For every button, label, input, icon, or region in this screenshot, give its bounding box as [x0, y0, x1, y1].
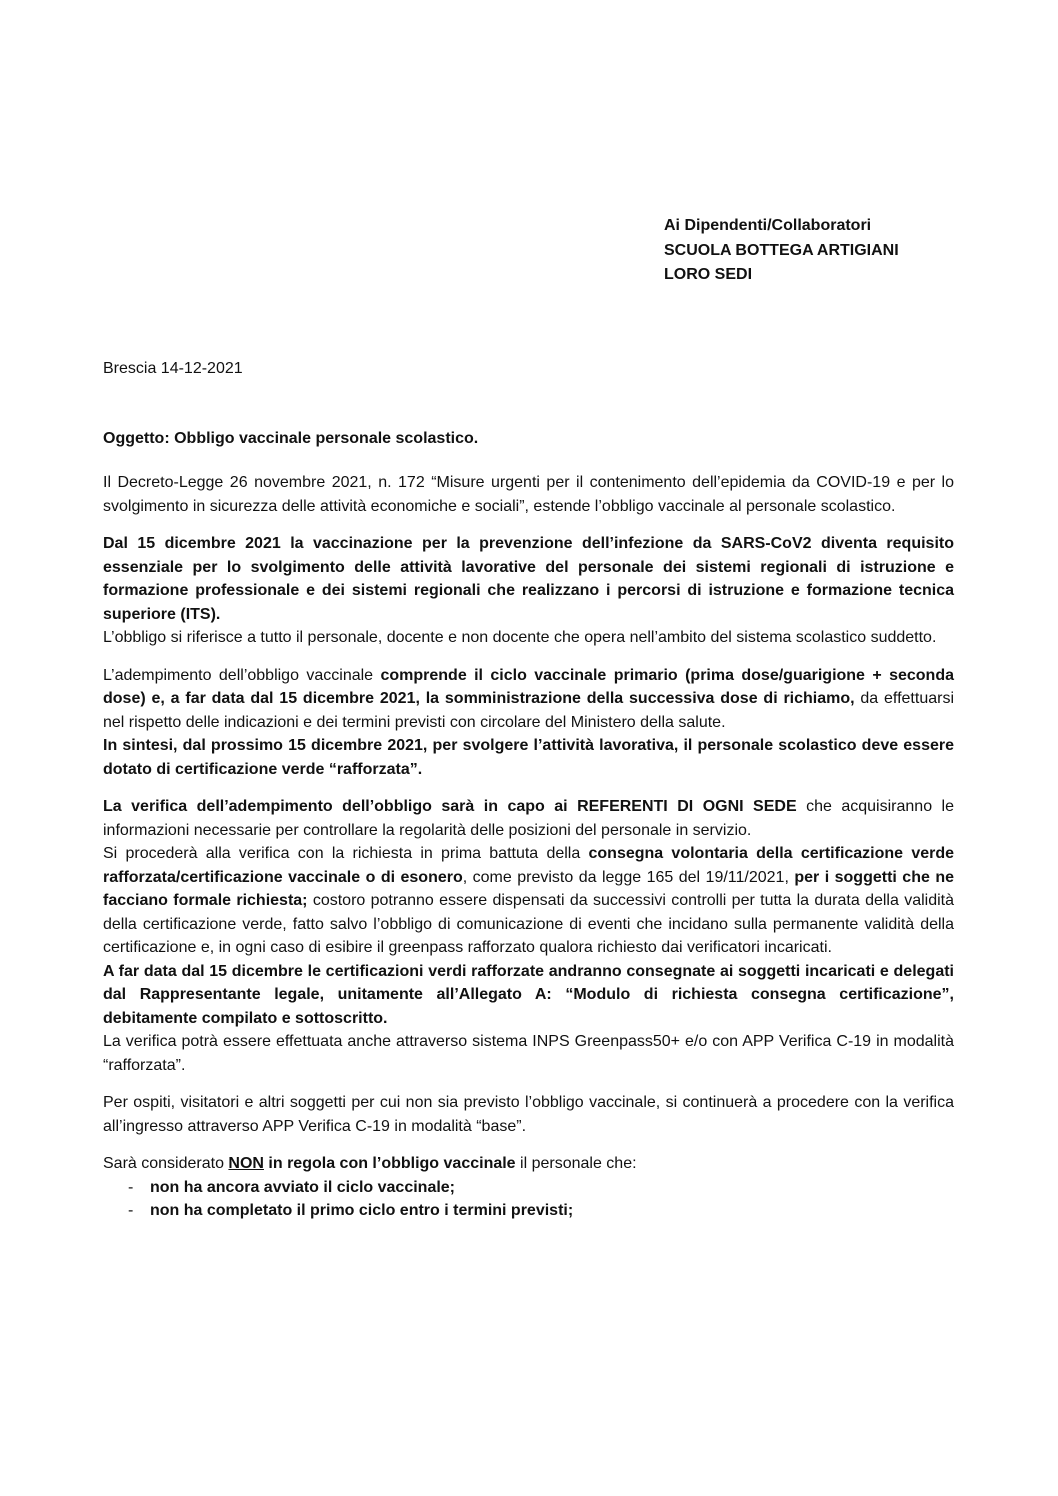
text: Si procederà alla verifica con la richiesta in prima battuta della	[103, 845, 589, 862]
paragraph-scope: L’obbligo si riferisce a tutto il personale, docente e non docente che opera nell’ambito del sistema scolastico suddetto.	[103, 629, 937, 646]
bold-text: comprende il ciclo vaccinale primario (prima dose/guarigione + seconda dose) e, a far data dal 15 dicembre 2021, la somministrazione della successiva dose di richiamo,	[103, 666, 955, 707]
paragraph-inps: La verifica potrà essere effettuata anche attraverso sistema INPS Greenpass50+ e/o con APP Verifica C-19 in modalità “rafforzata”.	[103, 1033, 954, 1074]
recipient-line: Ai Dipendenti/Collaboratori	[664, 217, 872, 234]
paragraph-procedure	[103, 842, 954, 960]
text: Sarà considerato	[103, 1155, 229, 1172]
bold-text: consegna volontaria della certificazione verde rafforzata/certificazione vaccinale o di esonero	[103, 845, 955, 886]
non-compliant-list	[103, 1176, 954, 1223]
letter-date: Brescia 14-12-2021	[103, 360, 243, 377]
list-item	[103, 1199, 954, 1223]
bold-text: A far data dal 15 dicembre le certificazioni verdi rafforzate andranno consegnate ai soggetti incaricati e delegati dal Rappresentante legale, unitamente all’Allegato A: “Modulo di richiesta consegna certificazione”, debitamente compilato e sottoscritto.	[103, 962, 954, 1027]
paragraph-decree: Il Decreto-Legge 26 novembre 2021, n. 172 “Misure urgenti per il contenimento dell’epidemia da COVID-19 e per lo svolgimento in sicurezza delle attività economiche e sociali”, estende l’obbligo vaccinale al personale scolastico.	[103, 474, 954, 515]
recipient-line: SCUOLA BOTTEGA ARTIGIANI	[664, 241, 899, 259]
paragraph-non-compliant	[103, 1152, 954, 1176]
text: L’adempimento dell’obbligo vaccinale	[103, 666, 381, 684]
bold-text: in regola con l’obbligo vaccinale	[263, 1155, 516, 1172]
bold-text: per i soggetti che ne facciano formale richiesta;	[103, 868, 955, 909]
bold-text: La verifica dell’adempimento dell’obbligo sarà in capo ai REFERENTI DI OGNI SEDE	[103, 798, 797, 815]
letter-body	[103, 471, 954, 1223]
text: il personale che:	[515, 1155, 637, 1172]
paragraph-guests: Per ospiti, visitatori e altri soggetti per cui non sia previsto l’obbligo vaccinale, si continuerà a procedere con la verifica all’ingresso attraverso APP Verifica C-19 in modalità “base”.	[103, 1094, 954, 1135]
recipient-block	[664, 214, 899, 288]
paragraph-fulfillment	[103, 664, 954, 735]
paragraph-delivery	[103, 960, 954, 1031]
list-item	[103, 1176, 954, 1200]
list-item-text: non ha completato il primo ciclo entro i termini previsti;	[150, 1202, 574, 1219]
paragraph-requirement	[103, 532, 954, 626]
list-item-text: non ha ancora avviato il ciclo vaccinale;	[150, 1178, 456, 1196]
text: costoro potranno essere dispensati da successivi controlli per tutta la durata della validità della certificazione verde, fatto salvo l’obbligo di comunicazione di eventi che incidano sulla permanente validità della certificazione e, in ogni caso di esibire il greenpass rafforzato qualora richiesto dai verificatori incaricati.	[103, 892, 955, 956]
dash-bullet: -	[128, 1202, 134, 1219]
text: , come previsto da legge 165 del 19/11/2021,	[462, 868, 795, 886]
underlined-text: NON	[228, 1155, 264, 1172]
paragraph-verification	[103, 795, 954, 842]
bold-text: In sintesi, dal prossimo 15 dicembre 2021, per svolgere l’attività lavorativa, il personale scolastico deve essere dotato di certificazione verde “rafforzata”.	[103, 737, 954, 778]
letter-subject: Oggetto: Obbligo vaccinale personale scolastico.	[103, 430, 479, 447]
dash-bullet: -	[128, 1178, 134, 1196]
text: che acquisiranno le informazioni necessarie per controllare la regolarità delle posizioni del personale in servizio.	[103, 798, 955, 839]
bold-text: Dal 15 dicembre 2021 la vaccinazione per la prevenzione dell’infezione da SARS-CoV2 diventa requisito essenziale per lo svolgimento delle attività lavorative del personale dei sistemi regionali di istruzione e formazione professionale e dei sistemi regionali che realizzano i percorsi di istruzione e formazione tecnica superiore (ITS).	[103, 535, 954, 623]
paragraph-summary	[103, 734, 954, 781]
recipient-line: LORO SEDI	[664, 266, 753, 283]
text: da effettuarsi nel rispetto delle indicazioni e dei termini previsti con circolare del Ministero della salute.	[103, 690, 954, 731]
